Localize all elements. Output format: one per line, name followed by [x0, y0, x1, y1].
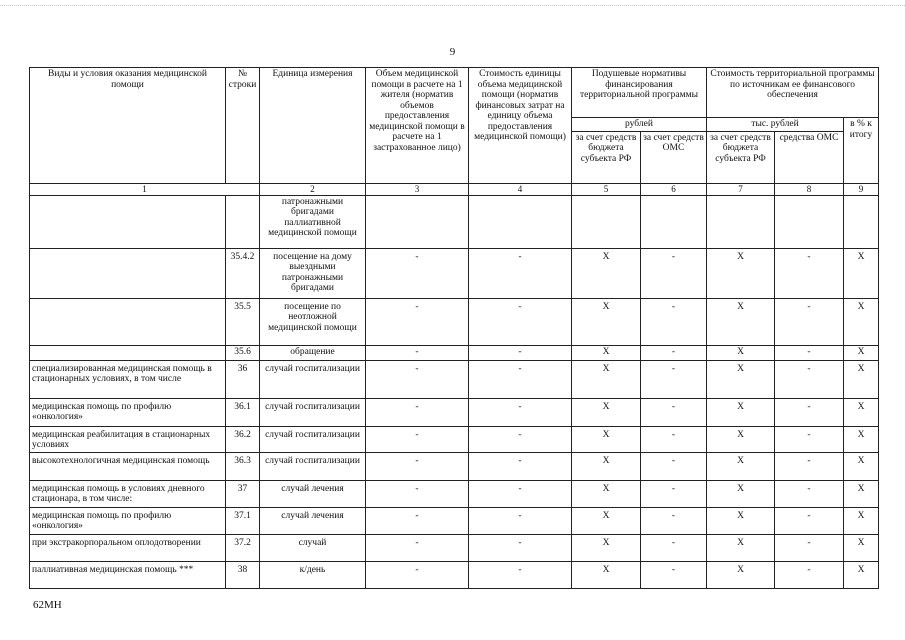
row-code: 36.2 — [226, 426, 260, 452]
row-unit: случай госпитализации — [260, 452, 366, 480]
footer-code: 62МН — [33, 599, 62, 611]
cell-percent: X — [844, 426, 879, 452]
cell-oms-2: - — [775, 534, 844, 561]
cell-oms-2 — [775, 195, 844, 248]
row-unit: случай госпитализации — [260, 360, 366, 398]
header-budget-2: за счет средств бюджета субъекта РФ — [707, 131, 775, 183]
cell-budget: X — [572, 426, 641, 452]
row-name: медицинская помощь по профилю «онкология» — [30, 507, 226, 534]
table-row — [30, 480, 879, 507]
column-number: 9 — [844, 183, 879, 195]
row-name: медицинская помощь по профилю «онкология» — [30, 398, 226, 426]
column-number: 5 — [572, 183, 641, 195]
cell-oms-2: - — [775, 480, 844, 507]
column-number: 4 — [469, 183, 572, 195]
row-name: специализированная медицинская помощь в стационарных условиях, в том числе — [30, 360, 226, 398]
row-unit: посещение по неотложной медицинской помощи — [260, 298, 366, 345]
cell-budget: X — [572, 507, 641, 534]
column-numbers-row — [30, 183, 879, 195]
cell-percent: X — [844, 298, 879, 345]
table-row — [30, 360, 879, 398]
row-code: 36.1 — [226, 398, 260, 426]
header-thousand-rubles: тыс. рублей — [707, 118, 844, 132]
cell-budget: X — [572, 360, 641, 398]
row-name: медицинская помощь в условиях дневного стационара, в том числе: — [30, 480, 226, 507]
header-per-capita: Подушевые нормативы финансирования территориальной программы — [572, 68, 707, 118]
cell-oms: - — [641, 248, 707, 298]
cell-oms-2: - — [775, 298, 844, 345]
cell-budget-2: X — [707, 452, 775, 480]
column-number: 8 — [775, 183, 844, 195]
row-name: медицинская реабилитация в стационарных условиях — [30, 426, 226, 452]
row-name: при экстракорпоральном оплодотворении — [30, 534, 226, 561]
row-unit: обращение — [260, 345, 366, 360]
cell-budget-2 — [707, 195, 775, 248]
cell-budget-2: X — [707, 480, 775, 507]
column-number: 2 — [260, 183, 366, 195]
cell-cost: - — [469, 426, 572, 452]
cell-budget: X — [572, 398, 641, 426]
cell-percent: X — [844, 345, 879, 360]
cell-budget-2: X — [707, 426, 775, 452]
scan-artifact-line — [0, 5, 905, 7]
cell-oms-2: - — [775, 561, 844, 588]
cell-percent: X — [844, 507, 879, 534]
cell-percent: X — [844, 248, 879, 298]
cell-cost: - — [469, 345, 572, 360]
cell-oms: - — [641, 452, 707, 480]
table-row — [30, 398, 879, 426]
table-row — [30, 426, 879, 452]
row-name: высокотехнологичная медицинская помощь — [30, 452, 226, 480]
cell-cost: - — [469, 452, 572, 480]
cell-volume: - — [366, 480, 469, 507]
header-unit: Единица измерения — [260, 68, 366, 184]
cell-percent — [844, 195, 879, 248]
cell-oms-2: - — [775, 398, 844, 426]
row-code: 37.2 — [226, 534, 260, 561]
cell-oms: - — [641, 298, 707, 345]
table-row — [30, 298, 879, 345]
cell-cost: - — [469, 248, 572, 298]
cell-cost: - — [469, 561, 572, 588]
row-name — [30, 248, 226, 298]
row-code: 37.1 — [226, 507, 260, 534]
cell-budget: X — [572, 248, 641, 298]
row-name — [30, 345, 226, 360]
cell-budget-2: X — [707, 360, 775, 398]
header-program-cost: Стоимость территориальной программы по источникам ее финансового обеспечения — [707, 68, 879, 118]
cell-volume: - — [366, 398, 469, 426]
row-unit: случай госпитализации — [260, 426, 366, 452]
cell-oms-2: - — [775, 507, 844, 534]
cell-budget: X — [572, 534, 641, 561]
cell-budget: X — [572, 480, 641, 507]
cell-percent: X — [844, 360, 879, 398]
header-row-number: № строки — [226, 68, 260, 184]
cell-cost — [469, 195, 572, 248]
table-row — [30, 195, 879, 248]
cell-budget-2: X — [707, 561, 775, 588]
cell-volume — [366, 195, 469, 248]
row-unit: случай лечения — [260, 480, 366, 507]
row-name — [30, 298, 226, 345]
header-rubles: рублей — [572, 118, 707, 132]
column-number: 1 — [30, 183, 260, 195]
row-unit: случай — [260, 534, 366, 561]
cell-cost: - — [469, 534, 572, 561]
cell-volume: - — [366, 452, 469, 480]
row-unit: случай лечения — [260, 507, 366, 534]
cell-budget-2: X — [707, 507, 775, 534]
cell-oms-2: - — [775, 360, 844, 398]
cell-budget-2: X — [707, 248, 775, 298]
row-name — [30, 195, 226, 248]
cell-volume: - — [366, 345, 469, 360]
cell-percent: X — [844, 452, 879, 480]
cell-percent: X — [844, 534, 879, 561]
cell-percent: X — [844, 480, 879, 507]
cell-cost: - — [469, 480, 572, 507]
cell-cost: - — [469, 298, 572, 345]
cell-oms: - — [641, 561, 707, 588]
cell-oms: - — [641, 426, 707, 452]
row-code: 36.3 — [226, 452, 260, 480]
cell-oms: - — [641, 360, 707, 398]
cell-budget-2: X — [707, 398, 775, 426]
row-unit: случай госпитализации — [260, 398, 366, 426]
cell-cost: - — [469, 507, 572, 534]
cell-oms: - — [641, 507, 707, 534]
cell-cost: - — [469, 398, 572, 426]
column-number: 6 — [641, 183, 707, 195]
header-oms-2: средства ОМС — [775, 131, 844, 183]
row-code: 35.6 — [226, 345, 260, 360]
header-cost: Стоимость единицы объема медицинской помощи (норматив финансовых затрат на единицу объема предоставления медицинской помощи) — [469, 68, 572, 184]
cell-oms: - — [641, 480, 707, 507]
cell-volume: - — [366, 561, 469, 588]
cell-oms-2: - — [775, 345, 844, 360]
cell-budget-2: X — [707, 534, 775, 561]
header-budget: за счет средств бюджета субъекта РФ — [572, 131, 641, 183]
table-row — [30, 248, 879, 298]
header-volume: Объем медицинской помощи в расчете на 1 жителя (норматив объемов предоставления медицинской помощи в расчете на 1 застрахованное лицо) — [366, 68, 469, 184]
cell-budget-2: X — [707, 345, 775, 360]
cell-budget: X — [572, 298, 641, 345]
table-row — [30, 534, 879, 561]
cell-oms: - — [641, 534, 707, 561]
header-oms: за счет средств ОМС — [641, 131, 707, 183]
row-code — [226, 195, 260, 248]
row-unit: патронажными бригадами паллиативной медицинской помощи — [260, 195, 366, 248]
financing-table — [29, 67, 879, 589]
page-number: 9 — [449, 46, 456, 58]
header-percent: в % к итогу — [844, 118, 879, 184]
cell-volume: - — [366, 507, 469, 534]
row-code: 38 — [226, 561, 260, 588]
cell-percent: X — [844, 398, 879, 426]
cell-volume: - — [366, 298, 469, 345]
cell-oms-2: - — [775, 426, 844, 452]
cell-volume: - — [366, 426, 469, 452]
column-number: 7 — [707, 183, 775, 195]
cell-oms-2: - — [775, 452, 844, 480]
cell-oms-2: - — [775, 248, 844, 298]
cell-oms: - — [641, 345, 707, 360]
cell-budget: X — [572, 452, 641, 480]
row-code: 36 — [226, 360, 260, 398]
row-code: 35.5 — [226, 298, 260, 345]
cell-volume: - — [366, 248, 469, 298]
cell-budget: X — [572, 345, 641, 360]
table-row — [30, 452, 879, 480]
row-unit: к/день — [260, 561, 366, 588]
table-row — [30, 345, 879, 360]
cell-volume: - — [366, 534, 469, 561]
cell-percent: X — [844, 561, 879, 588]
table-row — [30, 507, 879, 534]
row-code: 35.4.2 — [226, 248, 260, 298]
cell-volume: - — [366, 360, 469, 398]
cell-budget-2: X — [707, 298, 775, 345]
header-types: Виды и условия оказания медицинской помощи — [30, 68, 226, 184]
row-unit: посещение на дому выездными патронажными бригадами — [260, 248, 366, 298]
cell-budget — [572, 195, 641, 248]
column-number: 3 — [366, 183, 469, 195]
cell-cost: - — [469, 360, 572, 398]
cell-budget: X — [572, 561, 641, 588]
cell-oms: - — [641, 398, 707, 426]
cell-oms — [641, 195, 707, 248]
row-code: 37 — [226, 480, 260, 507]
table-row — [30, 561, 879, 588]
row-name: паллиативная медицинская помощь *** — [30, 561, 226, 588]
